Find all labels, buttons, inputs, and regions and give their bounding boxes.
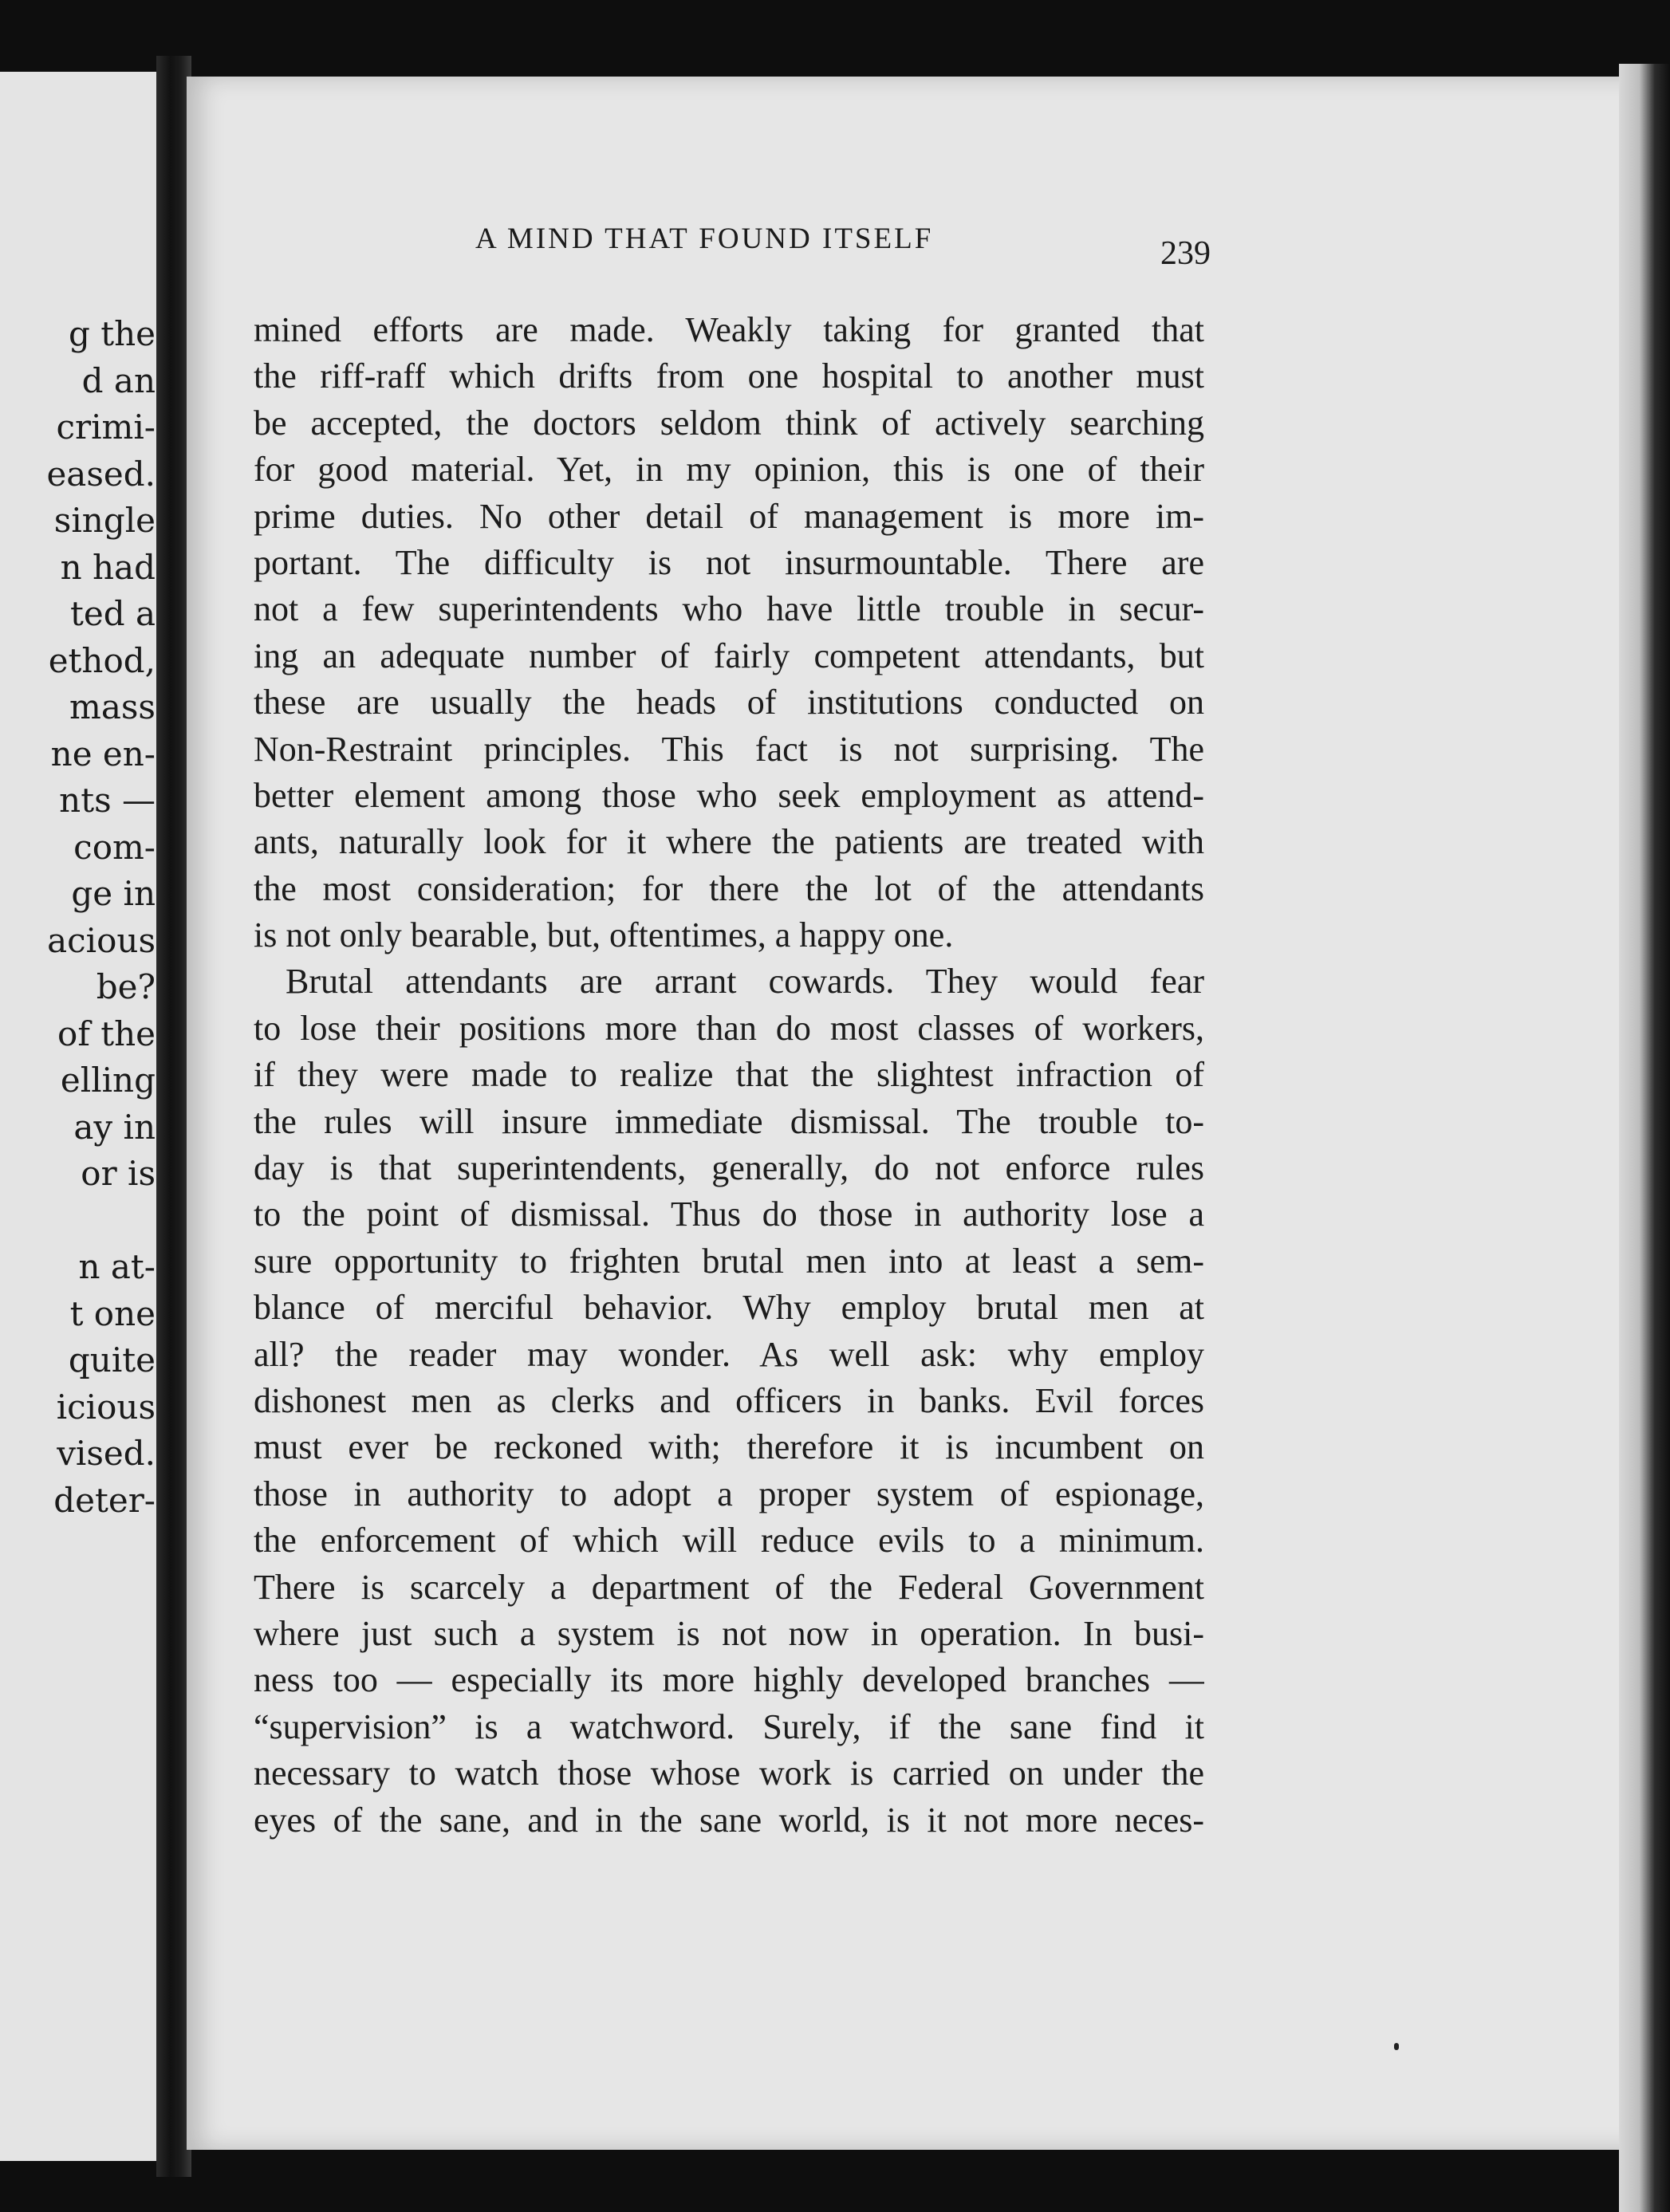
previous-page-line: crimi- [56,407,156,447]
text-line: Non-Restraint principles. This fact is not surprising. The [254,729,1204,769]
text-line: the enforcement of which will reduce evils to a minimum. [254,1521,1204,1561]
previous-page-line: be? [96,967,156,1006]
text-line: There is scarcely a department of the Federal Government [254,1567,1204,1607]
previous-page-line: ge in [71,874,156,913]
previous-page-line: n at- [78,1247,156,1286]
previous-page-line: elling [60,1061,156,1100]
text-line: must ever be reckoned with; therefore it is incumbent on [254,1427,1204,1467]
text-line: where just such a system is not now in operation. In busi- [254,1613,1204,1653]
previous-page-line: ne en- [50,734,156,773]
text-line: is not only bearable, but, oftentimes, a happy one. [254,915,954,955]
previous-page-line [0,1198,156,1245]
text-line: portant. The difficulty is not insurmountable. There are [254,542,1204,582]
previous-page-line: ethod, [48,640,156,680]
text-line: blance of merciful behavior. Why employ brutal men at [254,1288,1204,1328]
previous-page-line: acious [47,920,156,960]
text-line: sure opportunity to frighten brutal men into at least a sem- [254,1241,1204,1281]
page-number: 239 [1160,235,1211,272]
scan-speck [1394,2043,1399,2050]
previous-page-line: t one [69,1293,156,1333]
text-line: be accepted, the doctors seldom think of actively searching [254,403,1204,443]
text-line: for good material. Yet, in my opinion, this is one of their [254,450,1204,490]
previous-page-line: mass [69,687,156,726]
text-line: day is that superintendents, generally, do not enforce rules [254,1148,1204,1188]
text-line: the most consideration; for there the lot of the attendants [254,868,1204,908]
text-line: the riff-raff which drifts from one hospital to another must [254,356,1204,396]
text-line: to the point of dismissal. Thus do those in authority lose a [254,1195,1204,1234]
previous-page-line: com- [73,827,156,867]
text-line: these are usually the heads of institutions conducted on [254,683,1204,722]
previous-page-line: of the [57,1014,156,1053]
text-line: all? the reader may wonder. As well ask: why employ [254,1334,1204,1374]
previous-page-line: d an [81,360,156,400]
previous-page-text [0,311,156,1524]
running-head: A MIND THAT FOUND ITSELF [475,222,934,255]
text-line: to lose their positions more than do most classes of workers, [254,1008,1204,1048]
previous-page-line: icious [56,1387,156,1427]
text-line: better element among those who seek employment as attend- [254,775,1204,815]
page-right-edge [1619,64,1670,2212]
text-line: prime duties. No other detail of management is more im- [254,496,1204,536]
body-text [254,307,1204,1844]
previous-page-line: eased. [46,454,156,494]
previous-page-line: n had [60,547,156,587]
previous-page-edge [0,72,163,2161]
text-line: not a few superintendents who have little trouble in secur- [254,589,1204,629]
text-line: those in authority to adopt a proper system of espionage, [254,1474,1204,1513]
previous-page-line: vised. [57,1434,156,1473]
previous-page-line: ted a [69,594,156,633]
previous-page-line: ay in [73,1107,156,1147]
previous-page-line: quite [68,1340,156,1380]
text-line: dishonest men as clerks and officers in banks. Evil forces [254,1380,1204,1420]
previous-page-line: or is [81,1154,156,1193]
previous-page-line: single [53,501,156,540]
text-line: eyes of the sane, and in the sane world, is it not more neces- [254,1800,1204,1840]
previous-page-line: nts — [59,781,156,820]
text-line: necessary to watch those whose work is carried on under the [254,1753,1204,1793]
text-line: if they were made to realize that the slightest infraction of [254,1055,1204,1095]
text-line: Brutal attendants are arrant cowards. They would fear [286,962,1204,1002]
text-line: ants, naturally look for it where the patients are treated with [254,822,1204,862]
text-line: “supervision” is a watchword. Surely, if the sane find it [254,1706,1204,1746]
text-line: the rules will insure immediate dismissal. The trouble to- [254,1101,1204,1141]
previous-page-line: g the [68,314,156,353]
text-line: ness too — especially its more highly developed branches — [254,1660,1204,1700]
previous-page-line: deter- [53,1480,156,1520]
text-line: mined efforts are made. Weakly taking for granted that [254,310,1204,349]
text-line: ing an adequate number of fairly competent attendants, but [254,636,1204,675]
